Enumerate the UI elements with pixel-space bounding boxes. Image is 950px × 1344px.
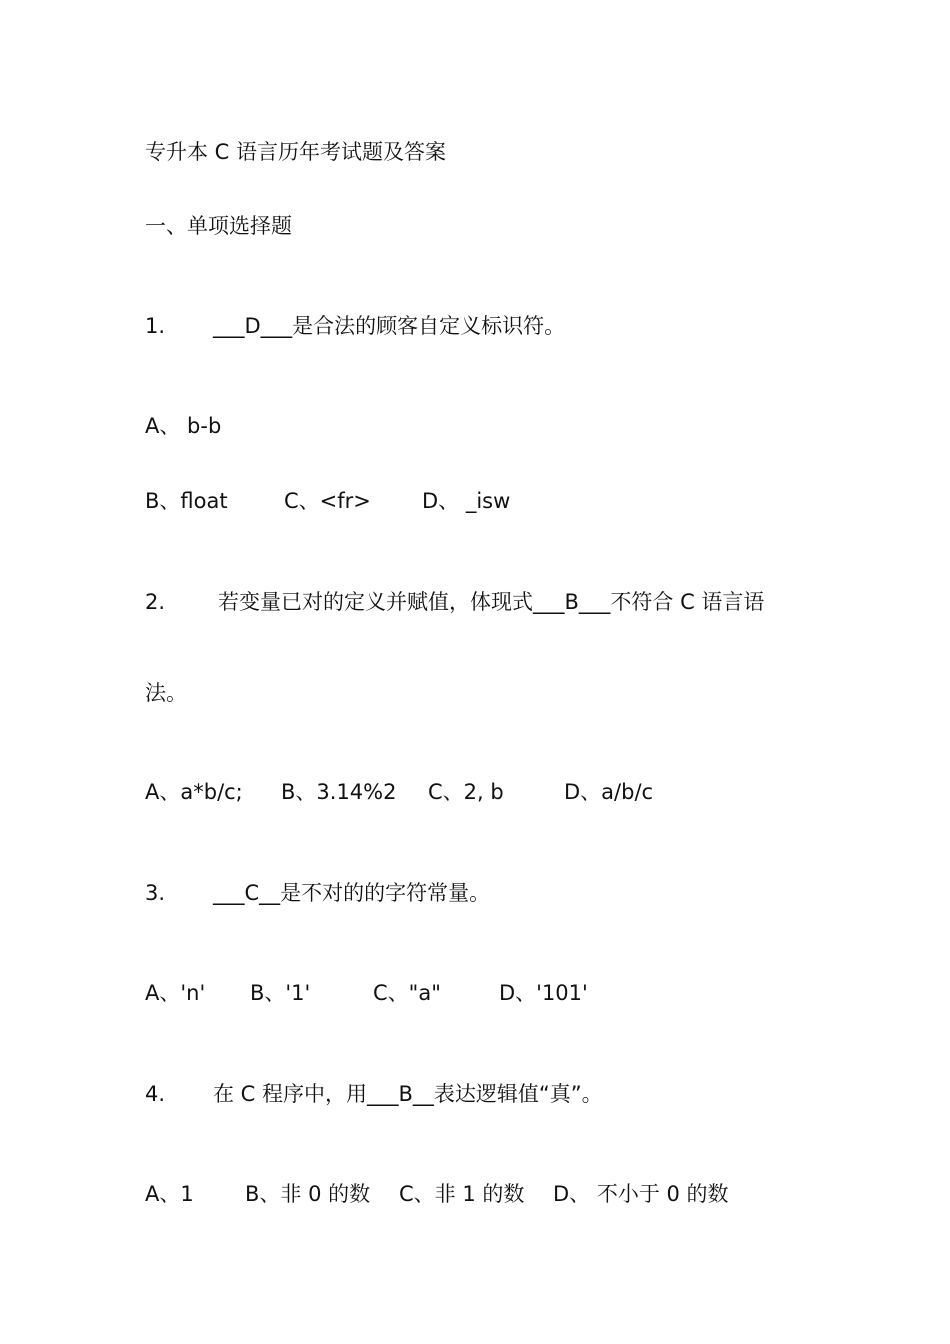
- option-a: A、 b-b: [145, 414, 222, 438]
- option-d: D、a/b/c: [564, 780, 654, 804]
- option-a: A、1: [145, 1182, 194, 1206]
- option-b: B、'1': [250, 981, 311, 1005]
- option-d: D、 不小于 0 的数: [553, 1182, 729, 1206]
- option-b: B、非 0 的数: [245, 1182, 371, 1206]
- question-number: 2.: [145, 590, 166, 614]
- option-a: A、'n': [145, 981, 206, 1005]
- question-1-options-row-1: [145, 412, 221, 440]
- question-text: 若变量已对的定义并赋值，体现式___B___不符合 C 语言语: [218, 590, 765, 614]
- question-1: [145, 312, 565, 340]
- question-number: 1.: [145, 314, 166, 338]
- question-text: ___C__是不对的的字符常量。: [213, 881, 491, 905]
- option-b: B、3.14%2: [281, 780, 397, 804]
- question-2-continued: 法。: [145, 681, 187, 705]
- option-b: B、float: [145, 489, 228, 513]
- question-number: 3.: [145, 881, 166, 905]
- question-4: [145, 1080, 603, 1108]
- option-c: C、非 1 的数: [399, 1182, 525, 1206]
- option-c: C、2, b: [428, 780, 504, 804]
- option-c: C、<fr>: [284, 489, 371, 513]
- section-heading: 一、单项选择题: [145, 214, 292, 238]
- option-c: C、"a": [373, 981, 441, 1005]
- question-3: [145, 879, 490, 907]
- option-a: A、a*b/c;: [145, 780, 243, 804]
- question-text: 在 C 程序中，用___B__表达逻辑值“真”。: [213, 1082, 603, 1106]
- question-2: [145, 588, 764, 616]
- option-d: D、'101': [499, 981, 588, 1005]
- document-title: 专升本 C 语言历年考试题及答案: [145, 140, 447, 164]
- question-number: 4.: [145, 1082, 166, 1106]
- option-d: D、 _isw: [422, 489, 511, 513]
- question-text: ___D___是合法的顾客自定义标识符。: [213, 314, 566, 338]
